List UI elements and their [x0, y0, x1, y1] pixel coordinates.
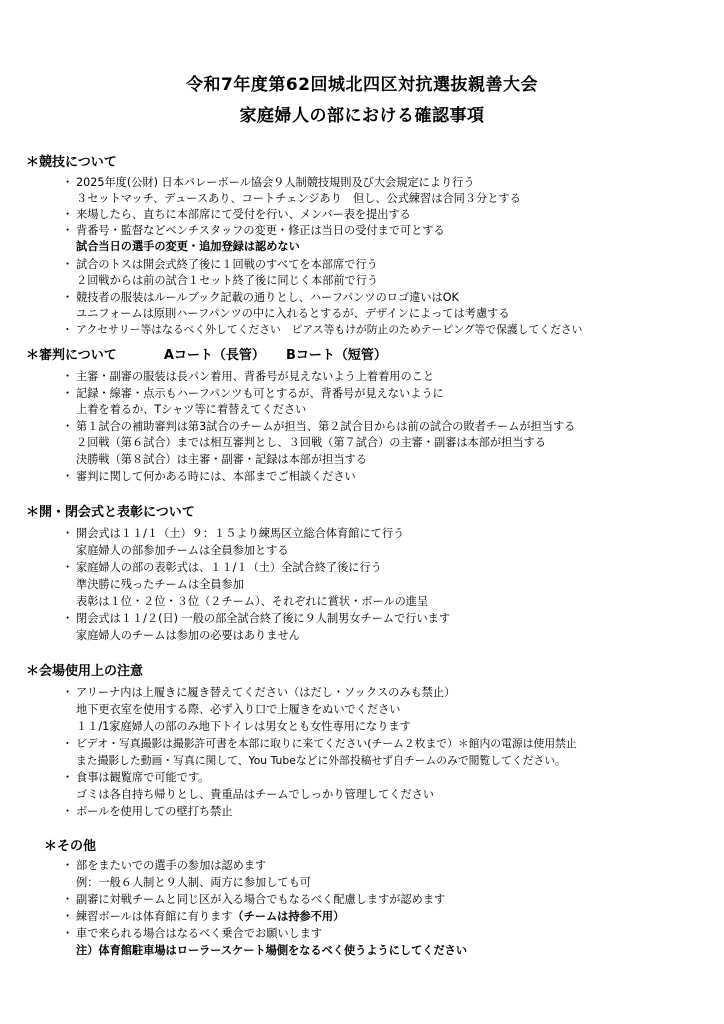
- bullet: ・: [62, 208, 74, 221]
- list-item: ・ 部をまたいでの選手の参加は認めます: [62, 859, 267, 872]
- section-heading-venue: ＊会場使用上の注意: [26, 664, 144, 679]
- list-item: ・ 記録・線審・点示もハーフパンツも可とするが、背番号が見えないように: [62, 387, 444, 400]
- section-heading-other: ＊その他: [44, 839, 97, 854]
- list-item-continuation: 家庭婦人のチームは参加の必要はありません: [76, 629, 300, 642]
- list-item: ・ 練習ボールは体育館に有ります（チームは持参不用）: [62, 910, 345, 923]
- bullet: ・: [62, 893, 74, 906]
- bullet: ・: [62, 859, 74, 872]
- bullet: ・: [62, 224, 74, 237]
- section-heading-competition: ＊競技について: [26, 155, 117, 170]
- bullet: ・: [62, 561, 74, 574]
- list-item: ・ 開会式は１１/１（土）９：１５より練馬区立総合体育館にて行う: [62, 527, 405, 540]
- list-item: ・ 競技者の服装はルールブック記載の通りとし、ハーフパンツのロゴ違いはOK: [62, 291, 459, 304]
- court-b-label: Bコート（短管）: [285, 348, 387, 363]
- list-item: ・ 来場したら、直ちに本部席にて受付を行い、メンバー表を提出する: [62, 208, 411, 221]
- bullet: ・: [62, 771, 74, 784]
- list-item: ・ 背番号・監督などベンチスタッフの変更・修正は当日の受付まで可とする: [62, 224, 445, 237]
- list-item: ・ アリーナ内は上履きに履き替えてください（はだし・ソックスのみも禁止）: [62, 686, 456, 699]
- list-item-continuation: １１/1家庭婦人の部のみ地下トイレは男女とも女性専用になります: [76, 720, 411, 733]
- list-item-continuation: 決勝戦（第８試合）は主審・副審・記録は本部が担当する: [76, 453, 367, 466]
- list-item-continuation: 地下更衣室を使用する際、必ず入り口で上履きをぬいでください: [76, 703, 401, 716]
- section-heading-referee: ＊審判について Aコート（長管） Bコート（短管）: [26, 348, 387, 363]
- document-subtitle: 家庭婦人の部における確認事項: [239, 106, 485, 126]
- parking-note: 注）体育館駐車場はローラースケート場側をなるべく使うようにしてください: [76, 944, 468, 957]
- list-item-continuation: 例：一般６人制と９人制、両方に参加しても可: [76, 876, 311, 889]
- bullet: ・: [62, 686, 74, 699]
- list-item-continuation: ２回戦からは前の試合１セット終了後に同じく本部前で行う: [76, 274, 379, 287]
- list-item: ・ 食事は観覧席で可能です。: [62, 771, 210, 784]
- bullet: ・: [62, 370, 74, 383]
- list-item-continuation: ユニフォームは原則ハーフパンツの中に入れるとするが、デザインによっては考慮する: [76, 307, 510, 320]
- list-item: ・ ボールを使用しての壁打ち禁止: [62, 805, 233, 818]
- bullet: ・: [62, 612, 74, 625]
- bullet: ・: [62, 527, 74, 540]
- bring-own-not-needed-note: （チームは持参不用）: [232, 910, 345, 923]
- list-item-continuation: 家庭婦人の部参加チームは全員参加とする: [76, 544, 289, 557]
- list-item-continuation-bold: 試合当日の選手の変更・追加登録は認めない: [76, 240, 300, 253]
- bullet: ・: [62, 737, 73, 750]
- list-item: ・ 車で来られる場合はなるべく乗合でお願いします: [62, 927, 323, 940]
- document-title: 令和7年度第62回城北四区対抗選抜親善大会: [186, 75, 538, 95]
- section-heading-ceremony: ＊開・閉会式と表彰について: [26, 505, 195, 520]
- bullet: ・: [62, 258, 74, 271]
- list-item-continuation: また撮影した動画・写真に関して、You Tubeなどに外部投稿せず自チームのみで閲覧してください。: [76, 754, 566, 767]
- list-item: ・ 審判に関して何かある時には、本部までご相談ください: [62, 470, 356, 483]
- list-item: ・ 試合のトスは開会式終了後に１回戦のすべてを本部席で行う: [62, 258, 378, 271]
- list-item: ・ 副審に対戦チームと同じ区が入る場合でもなるべく配慮しますが認めます: [62, 893, 446, 906]
- court-a-label: Aコート（長管）: [163, 348, 265, 363]
- bullet: ・: [62, 176, 74, 189]
- list-item: ・ 家庭婦人の部の表彰式は、１１/１（土）全試合終了後に行う: [62, 561, 382, 574]
- list-item: ・ 第１試合の補助審判は第3試合のチームが担当、第２試合目からは前の試合の敗者チームが担当する: [62, 420, 576, 433]
- list-item-continuation: ２回戦（第６試合）までは相互審判とし、３回戦（第７試合）の主審・副審は本部が担当する: [76, 436, 546, 449]
- list-item-continuation: ３セットマッチ、デュースあり、コートチェンジあり 但し、公式練習は合同３分とする: [76, 192, 521, 205]
- bullet: ・: [62, 910, 74, 923]
- bullet: ・: [62, 387, 74, 400]
- list-item-continuation: 表彰は１位・２位・３位（２チーム）、それぞれに賞状・ボールの進呈: [76, 595, 429, 608]
- list-item-continuation: 上着を着るか、Tシャツ等に着替えてください: [76, 403, 307, 416]
- list-item: ・ 閉会式は１１/２(日) 一般の部全試合終了後に９人制男女チームで行います: [62, 612, 451, 625]
- list-item: ・ 主審・副審の服装は長パン着用、背番号が見えないよう上着着用のこと: [62, 370, 435, 383]
- list-item: ・ アクセサリー等はなるべく外してください ピアス等もけが防止のためテーピング等で保護してください: [62, 323, 583, 336]
- bullet: ・: [62, 291, 74, 304]
- bullet: ・: [62, 470, 74, 483]
- list-item-continuation: 準決勝に残ったチームは全員参加: [76, 578, 244, 591]
- list-item-continuation: ゴミは各自持ち帰りとし、貴重品はチームでしっかり管理してください: [76, 788, 435, 801]
- list-item: ・ 2025年度(公財) 日本バレーボール協会９人制競技規則及び大会規定により行う: [62, 176, 475, 189]
- bullet: ・: [62, 420, 74, 433]
- list-item: ・ ビデオ・写真撮影は撮影許可書を本部に取りに来てください(チーム２枚まで）＊館内の電源は使用禁止: [62, 737, 577, 750]
- bullet: ・: [62, 323, 73, 336]
- bullet: ・: [62, 805, 74, 818]
- bullet: ・: [62, 927, 74, 940]
